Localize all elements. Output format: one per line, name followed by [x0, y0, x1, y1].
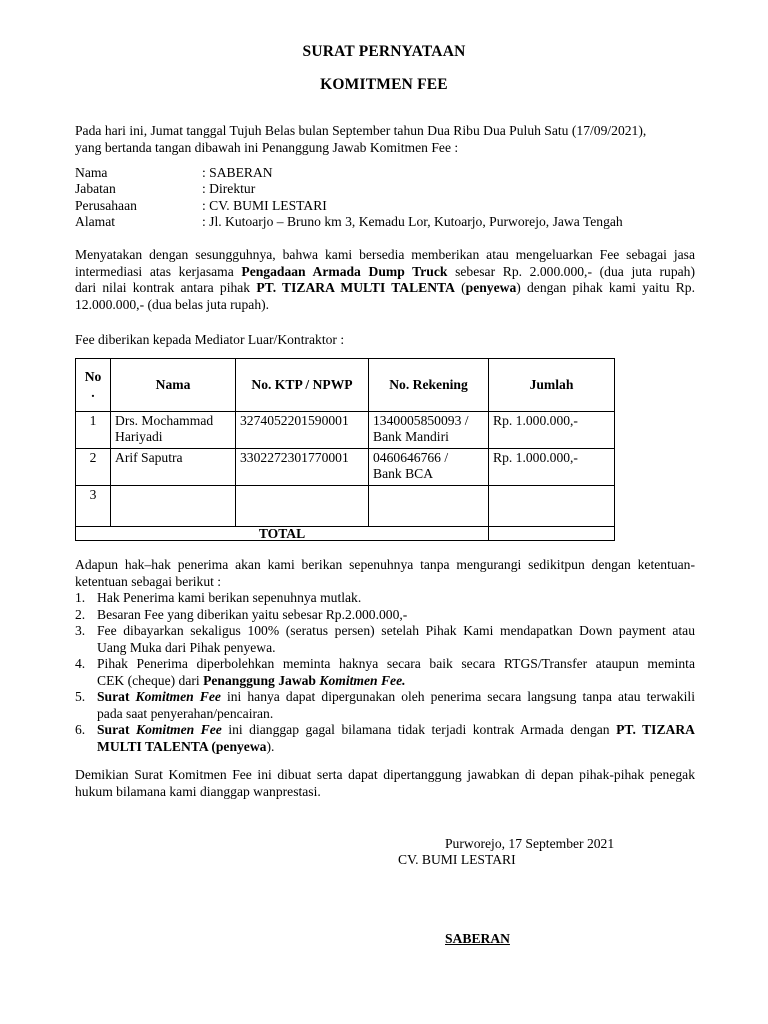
list-text: pada saat penyerahan/pencairan. [97, 705, 274, 721]
total-label: TOTAL [76, 527, 489, 541]
list-number: 2. [75, 606, 86, 622]
cell-rekening [369, 449, 489, 486]
list-item [75, 689, 695, 722]
cell-no: 1 [76, 412, 111, 449]
cell-nama [111, 486, 236, 527]
table-row [76, 486, 615, 527]
list-item [75, 607, 695, 624]
company-name: PT. TIZARA MULTI TALENTA [256, 280, 455, 295]
list-text-bold: MULTI TALENTA (penyewa [97, 738, 267, 754]
col-header-no [76, 359, 111, 412]
list-text-bold-italic: Komitmen Fee. [319, 672, 406, 688]
cell-text: 0460646766 / [373, 450, 449, 465]
list-text [97, 689, 695, 706]
list-text: Fee dibayarkan sekaligus 100% (seratus persen) setelah Pihak Kami mendapatkan Down payment atau [97, 623, 695, 638]
signature-company: CV. BUMI LESTARI [398, 852, 516, 867]
statement-line-2 [75, 264, 695, 281]
list-text-bold-italic: Komitmen Fee [135, 689, 221, 704]
document-title: SURAT PERNYATAAN [302, 43, 466, 60]
statement-text: ) dengan pihak kami yaitu Rp. [516, 280, 695, 295]
list-item [75, 623, 695, 656]
cell-ktp: 3302272301770001 [236, 449, 369, 486]
project-name: Pengadaan Armada Dump Truck [241, 263, 448, 279]
identity-label: Nama [75, 165, 108, 180]
statement-line-3 [75, 280, 695, 297]
table-header-row [76, 359, 615, 412]
list-text-bold: PT. TIZARA [616, 722, 695, 737]
opening-paragraph [75, 123, 695, 156]
list-text-part: ). [266, 738, 275, 754]
statement-text: ( [454, 280, 466, 295]
header-text: . [91, 385, 95, 400]
fee-intro: Fee diberikan kepada Mediator Luar/Kontraktor : [75, 332, 345, 347]
statement-text: dari nilai kontrak antara pihak [75, 280, 257, 295]
rights-intro-line-2: ketentuan sebagai berikut : [75, 573, 222, 589]
cell-text: Bank Mandiri [373, 429, 449, 444]
list-text [97, 739, 695, 756]
identity-label: Alamat [75, 214, 116, 229]
cell-rekening [369, 412, 489, 449]
cell-text: Bank BCA [373, 466, 434, 481]
table-row [76, 412, 615, 449]
rights-intro [75, 557, 695, 590]
col-header-rekening: No. Rekening [369, 359, 489, 412]
list-text-part: ini dianggap gagal bilamana tidak terjadi kontrak Armada dengan [221, 722, 617, 737]
list-item [75, 590, 695, 607]
list-text [97, 673, 695, 690]
cell-jumlah [489, 486, 615, 527]
cell-jumlah: Rp. 1.000.000,- [489, 449, 615, 486]
list-number: 1. [75, 590, 86, 605]
col-header-nama: Nama [111, 359, 236, 412]
total-value [489, 527, 615, 541]
identity-value: : Direktur [202, 181, 256, 196]
cell-text: Hariyadi [115, 429, 163, 444]
list-number: 6. [75, 722, 86, 737]
list-text: Hak Penerima kami berikan sepenuhnya mutlak. [97, 590, 362, 605]
signature-place-date: Purworejo, 17 September 2021 [445, 836, 615, 851]
cell-text: Drs. Mochammad [115, 413, 214, 428]
cell-nama: Arif Saputra [111, 449, 236, 486]
role-label: penyewa [465, 280, 517, 295]
table-total-row [76, 527, 615, 541]
identity-value: : SABERAN [202, 165, 273, 180]
list-text: Pihak Penerima diperbolehkan meminta haknya secara baik secara RTGS/Transfer ataupun meminta [97, 656, 695, 671]
header-text: No [84, 369, 102, 384]
list-item [75, 656, 695, 689]
signature-name: SABERAN [445, 931, 510, 946]
cell-ktp: 3274052201590001 [236, 412, 369, 449]
table-row [76, 449, 615, 486]
list-number: 3. [75, 623, 86, 638]
list-item [75, 722, 695, 755]
list-text-part: ini hanya dapat dipergunakan oleh penerima secara langsung tanpa atau terwakili [220, 689, 695, 704]
cell-text: 1340005850093 / [373, 413, 469, 428]
fee-table [75, 358, 615, 541]
col-header-jumlah: Jumlah [489, 359, 615, 412]
list-text-bold: Penanggung Jawab [203, 672, 320, 688]
identity-value: : CV. BUMI LESTARI [202, 198, 327, 213]
col-header-ktp: No. KTP / NPWP [236, 359, 369, 412]
list-number: 5. [75, 689, 86, 704]
statement-text: intermediasi atas kerjasama [75, 263, 242, 279]
cell-no: 2 [76, 449, 111, 486]
cell-rekening [369, 486, 489, 527]
cell-ktp [236, 486, 369, 527]
list-text: Uang Muka dari Pihak penyewa. [97, 639, 276, 655]
identity-value: : Jl. Kutoarjo – Bruno km 3, Kemadu Lor, Kutoarjo, Purworejo, Jawa Tengah [202, 214, 623, 229]
closing-line-2: hukum bilamana kami dianggap wanprestasi. [75, 783, 321, 799]
list-text: Besaran Fee yang diberikan yaitu sebesar Rp.2.000.000,- [97, 606, 408, 622]
closing-paragraph [75, 767, 695, 800]
identity-label: Perusahaan [75, 198, 137, 213]
closing-line-1: Demikian Surat Komitmen Fee ini dibuat serta dapat dipertanggung jawabkan di depan pihak-pihak penegak [75, 767, 695, 782]
rights-intro-line-1: Adapun hak–hak penerima akan kami berikan sepenuhnya tanpa mengurangi sedikitpun dengan ketentuan- [75, 557, 695, 572]
list-number: 4. [75, 656, 86, 671]
statement-text: sebesar Rp. 2.000.000,- (dua juta rupah) [447, 263, 695, 279]
statement-line-4: 12.000.000,- (dua belas juta rupah). [75, 296, 270, 312]
list-text [97, 722, 695, 739]
list-text-bold: Surat [97, 689, 136, 704]
rights-list [75, 590, 695, 755]
list-text-part: CEK (cheque) dari [97, 672, 204, 688]
statement-line-1: Menyatakan dengan sesungguhnya, bahwa kami bersedia memberikan atau mengeluarkan Fee sebagai jasa [75, 247, 695, 262]
opening-line-1: Pada hari ini, Jumat tanggal Tujuh Belas bulan September tahun Dua Ribu Dua Puluh Satu (17/09/2021), [75, 123, 647, 138]
cell-nama [111, 412, 236, 449]
cell-no: 3 [76, 486, 111, 527]
opening-line-2: yang bertanda tangan dibawah ini Penanggung Jawab Komitmen Fee : [75, 139, 459, 155]
document-subtitle: KOMITMEN FEE [320, 76, 448, 93]
identity-label: Jabatan [75, 181, 116, 196]
cell-jumlah: Rp. 1.000.000,- [489, 412, 615, 449]
statement-paragraph [75, 247, 695, 313]
list-text-bold: Surat [97, 722, 136, 737]
list-text-bold-italic: Komitmen Fee [136, 722, 222, 737]
